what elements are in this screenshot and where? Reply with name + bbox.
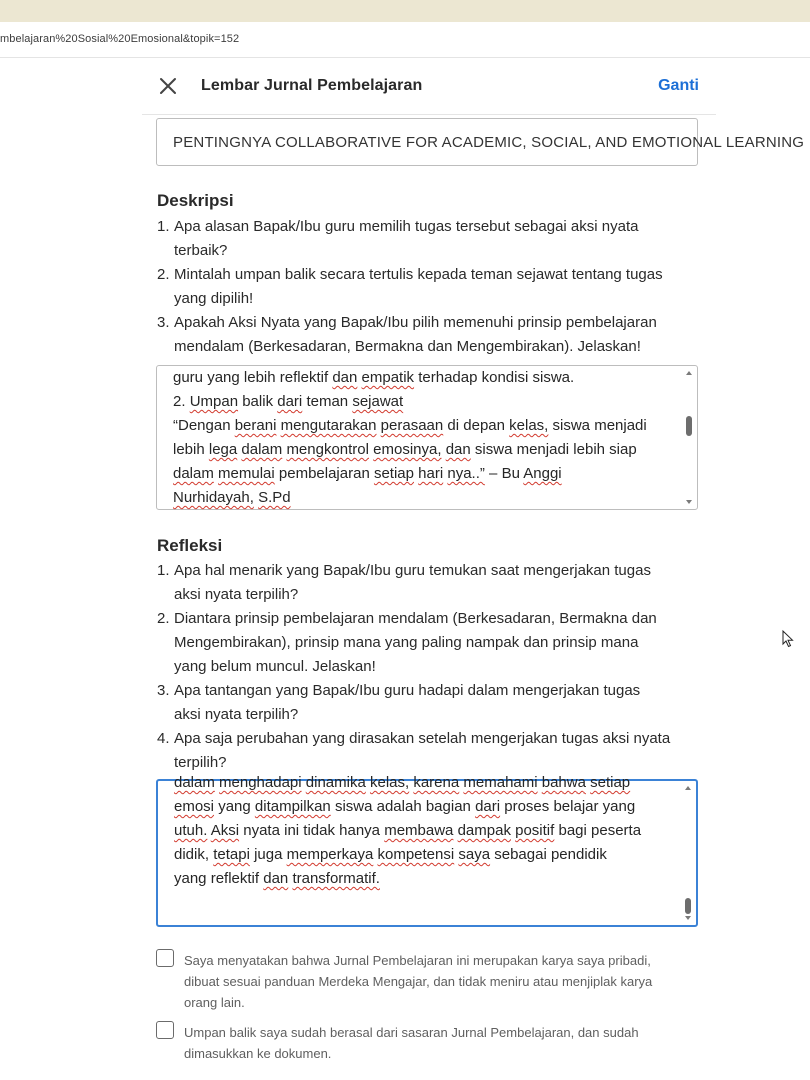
scroll-up-icon[interactable] [685,786,691,790]
question-line: Apa tantangan yang Bapak/Ibu guru hadapi dalam mengerjakan tugas [174,682,641,699]
answer-line: dalam menghadapi dinamika kelas, karena memahami bahwa setiap [174,774,631,791]
question-line: terpilih? [174,754,227,771]
question-line: Apa alasan Bapak/Ibu guru memilih tugas tersebut sebagai aksi nyata [174,218,639,235]
question-number: 1. [157,218,170,235]
refleksi-questions [157,559,697,775]
answer-line: “Dengan berani mengutarakan perasaan di depan kelas, siswa menjadi [173,417,647,434]
declaration-line: Saya menyatakan bahwa Jurnal Pembelajaran ini merupakan karya saya pribadi, [184,953,651,968]
mouse-pointer-icon [782,630,794,648]
address-bar[interactable] [0,22,810,58]
answer-line: utuh. Aksi nyata ini tidak hanya membawa dampak positif bagi peserta [174,822,642,839]
answer-line: yang reflektif dan transformatif. [174,870,380,887]
answer-line: lebih lega dalam mengkontrol emosinya, dan siswa menjadi lebih siap [173,441,637,458]
answer-line: dalam memulai pembelajaran setiap hari nya..” – Bu Anggi [173,465,562,482]
browser-top-bar [0,0,810,22]
deskripsi-question [157,215,697,263]
question-number: 4. [157,730,170,747]
answer-line: 2. Umpan balik dari teman sejawat [173,393,404,410]
declaration-text [184,950,694,1013]
refleksi-scrollbar[interactable] [682,783,694,923]
panel-header [142,58,716,115]
refleksi-answer-textarea[interactable] [156,774,698,927]
deskripsi-question [157,311,697,359]
topic-field-value: PENTINGNYA COLLABORATIVE FOR ACADEMIC, SOCIAL, AND EMOTIONAL LEARNING [173,134,805,151]
question-number: 3. [157,314,170,331]
refleksi-question [157,559,697,607]
question-line: Apa hal menarik yang Bapak/Ibu guru temukan saat mengerjakan tugas [174,562,651,579]
declaration-line: Umpan balik saya sudah berasal dari sasaran Jurnal Pembelajaran, dan sudah [184,1025,639,1040]
question-line: Apa saja perubahan yang dirasakan setelah mengerjakan tugas aksi nyata [174,730,671,747]
declaration-line: dimasukkan ke dokumen. [184,1046,332,1061]
answer-line: Nurhidayah, S.Pd [173,489,291,506]
deskripsi-heading: Deskripsi [157,191,234,210]
question-line: yang dipilih! [174,290,254,307]
question-number: 3. [157,682,170,699]
declaration-checkbox[interactable] [156,1021,174,1039]
answer-line: didik, tetapi juga memperkaya kompetensi saya sebagai pendidik [174,846,607,863]
scroll-thumb[interactable] [685,898,691,914]
question-number: 2. [157,610,170,627]
declaration-text [184,1022,694,1064]
question-number: 1. [157,562,170,579]
scroll-down-icon[interactable] [685,916,691,920]
answer-line: emosi yang ditampilkan siswa adalah bagian dari proses belajar yang [174,798,636,815]
declaration-original-work [156,949,701,1013]
journal-panel [142,58,805,1080]
refleksi-question [157,607,697,679]
scroll-down-icon[interactable] [686,500,692,504]
question-line: aksi nyata terpilih? [174,586,299,603]
declaration-checkbox[interactable] [156,949,174,967]
question-line: terbaik? [174,242,228,259]
refleksi-answer-text [174,771,676,891]
deskripsi-question [157,263,697,311]
question-line: mendalam (Berkesadaran, Bermakna dan Mengembirakan). Jelaskan! [174,338,641,355]
declaration-line: orang lain. [184,995,245,1010]
deskripsi-questions [157,215,697,359]
close-icon [156,74,180,98]
page-title: Lembar Jurnal Pembelajaran [201,77,423,94]
declaration-feedback [156,1021,701,1065]
question-line: Mintalah umpan balik secara tertulis kepada teman sejawat tentang tugas [174,266,663,283]
change-topic-button[interactable]: Ganti [658,77,699,94]
refleksi-heading: Refleksi [157,536,223,555]
deskripsi-scrollbar[interactable] [683,368,695,507]
question-number: 2. [157,266,170,283]
scroll-up-icon[interactable] [686,371,692,375]
address-bar-url[interactable]: mbelajaran%20Sosial%20Emosional&topik=152 [0,33,240,45]
answer-line: guru yang lebih reflektif dan empatik terhadap kondisi siswa. [173,369,575,386]
topic-field[interactable] [156,118,805,166]
refleksi-question [157,679,697,727]
question-line: Mengembirakan), prinsip mana yang paling nampak dan prinsip mana [174,634,639,651]
deskripsi-answer-text [173,366,677,510]
declaration-line: dibuat sesuai panduan Merdeka Mengajar, dan tidak meniru atau menjiplak karya [184,974,653,989]
deskripsi-answer-textarea[interactable] [156,365,698,510]
refleksi-question [157,727,697,775]
question-line: aksi nyata terpilih? [174,706,299,723]
question-line: Apakah Aksi Nyata yang Bapak/Ibu pilih memenuhi prinsip pembelajaran [174,314,657,331]
scroll-thumb[interactable] [686,416,692,436]
close-button[interactable] [156,74,180,98]
question-line: yang belum muncul. Jelaskan! [174,658,376,675]
question-line: Diantara prinsip pembelajaran mendalam (Berkesadaran, Bermakna dan [174,610,657,627]
